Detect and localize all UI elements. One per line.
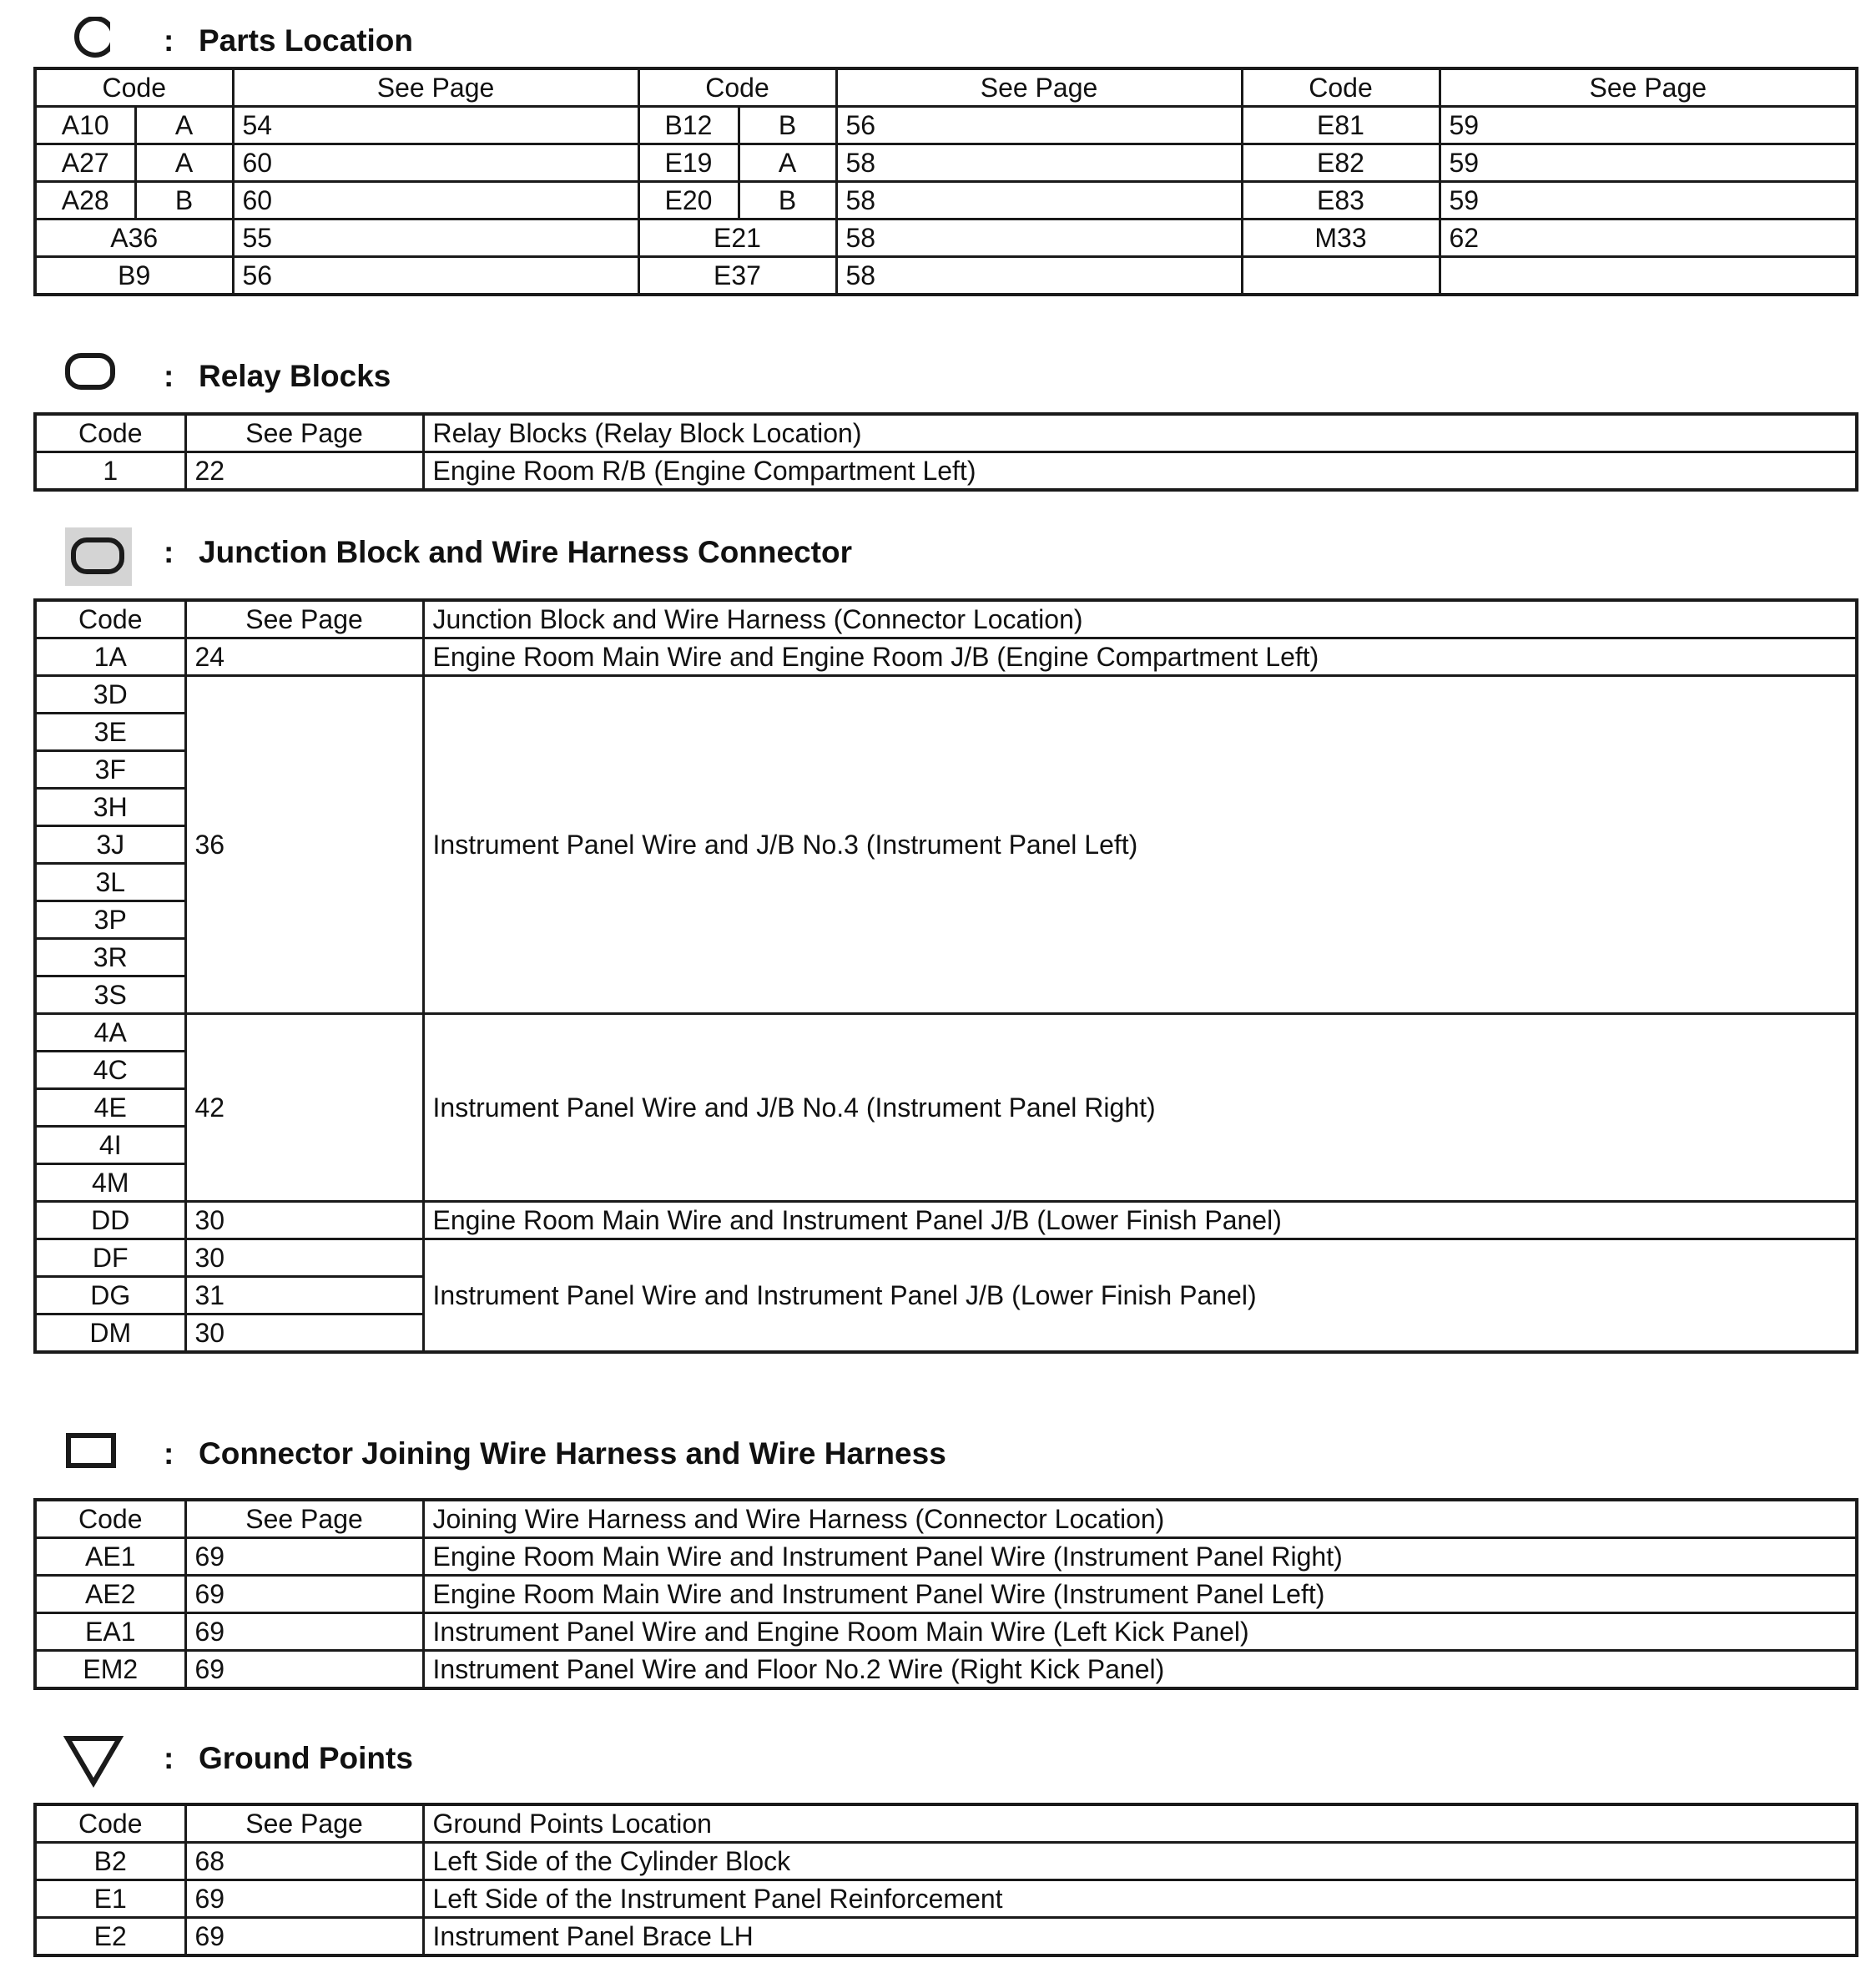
header-colon: :: [164, 359, 174, 393]
header-colon: :: [164, 1436, 174, 1471]
page-cell: 60: [233, 144, 638, 182]
code-cell: 1A: [35, 638, 185, 676]
col-header-description: Junction Block and Wire Harness (Connector Location): [423, 600, 1857, 638]
page-cell: 31: [185, 1277, 423, 1314]
col-header-code: Code: [35, 1500, 185, 1538]
code-cell: 3S: [35, 976, 185, 1014]
table-row: [35, 1880, 1857, 1918]
page-cell: 69: [185, 1880, 423, 1918]
page-cell: 54: [233, 107, 638, 144]
description-cell: Instrument Panel Wire and Engine Room Main Wire (Left Kick Panel): [423, 1613, 1857, 1651]
sub-cell: A: [739, 144, 836, 182]
col-header-see-page: See Page: [233, 68, 638, 107]
junction-block-table: [33, 598, 1858, 1354]
code-cell: M33: [1242, 219, 1440, 257]
description-cell: Engine Room Main Wire and Instrument Panel Wire (Instrument Panel Left): [423, 1576, 1857, 1613]
code-cell: AE2: [35, 1576, 185, 1613]
code-cell: 3R: [35, 939, 185, 976]
rounded-rect-icon: [60, 352, 119, 402]
page-cell: 30: [185, 1202, 423, 1239]
page-cell: 58: [836, 219, 1242, 257]
page-cell: 42: [185, 1014, 423, 1202]
section-title: Parts Location: [199, 23, 413, 58]
page-cell: 62: [1440, 219, 1857, 257]
circle-icon: [60, 17, 110, 67]
table-row: [35, 1651, 1857, 1689]
code-cell: A10: [35, 107, 135, 144]
code-cell: E20: [638, 182, 739, 219]
page-cell: 22: [185, 452, 423, 491]
page-cell: 59: [1440, 182, 1857, 219]
table-row: [35, 1918, 1857, 1956]
code-cell: 3F: [35, 751, 185, 789]
col-header-see-page: See Page: [185, 600, 423, 638]
table-header-row: [35, 414, 1857, 452]
code-cell: E1: [35, 1880, 185, 1918]
page-cell: 56: [233, 257, 638, 295]
page-cell: 55: [233, 219, 638, 257]
page-cell: 58: [836, 144, 1242, 182]
code-cell: A27: [35, 144, 135, 182]
relay-blocks-header: [60, 352, 1228, 411]
empty-cell: [1440, 257, 1857, 295]
code-cell: 3E: [35, 714, 185, 751]
empty-cell: [1242, 257, 1440, 295]
header-colon: :: [164, 535, 174, 569]
page-cell: 69: [185, 1651, 423, 1689]
col-header-see-page: See Page: [836, 68, 1242, 107]
code-cell: B12: [638, 107, 739, 144]
code-cell: EA1: [35, 1613, 185, 1651]
junction-block-header: [60, 528, 1228, 587]
code-cell: DD: [35, 1202, 185, 1239]
col-header-see-page: See Page: [185, 414, 423, 452]
col-header-code: Code: [35, 414, 185, 452]
code-cell: 3D: [35, 676, 185, 714]
section-title: Connector Joining Wire Harness and Wire Harness: [199, 1436, 946, 1471]
code-cell: B2: [35, 1843, 185, 1880]
code-cell: AE1: [35, 1538, 185, 1576]
table-row: [35, 1239, 1857, 1277]
code-cell: E81: [1242, 107, 1440, 144]
col-header-description: Ground Points Location: [423, 1804, 1857, 1843]
page-cell: 60: [233, 182, 638, 219]
page-cell: 58: [836, 182, 1242, 219]
description-cell: Instrument Panel Wire and Floor No.2 Wire (Right Kick Panel): [423, 1651, 1857, 1689]
sub-cell: A: [135, 107, 233, 144]
code-cell: 3J: [35, 826, 185, 864]
page-cell: 69: [185, 1538, 423, 1576]
code-cell: EM2: [35, 1651, 185, 1689]
connector-joining-table: [33, 1498, 1858, 1690]
description-cell: Instrument Panel Wire and J/B No.4 (Instrument Panel Right): [423, 1014, 1857, 1202]
col-header-code: Code: [1242, 68, 1440, 107]
ground-points-table: [33, 1803, 1858, 1957]
code-cell: 3H: [35, 789, 185, 826]
code-cell: A36: [35, 219, 233, 257]
col-header-code: Code: [35, 1804, 185, 1843]
page-cell: 69: [185, 1918, 423, 1956]
description-cell: Instrument Panel Wire and Instrument Panel J/B (Lower Finish Panel): [423, 1239, 1857, 1353]
code-cell: DM: [35, 1314, 185, 1353]
page-cell: 36: [185, 676, 423, 1014]
code-cell: 4A: [35, 1014, 185, 1052]
page-cell: 68: [185, 1843, 423, 1880]
sub-cell: A: [135, 144, 233, 182]
col-header-description: Relay Blocks (Relay Block Location): [423, 414, 1857, 452]
section-title: Ground Points: [199, 1741, 413, 1775]
sub-cell: B: [739, 107, 836, 144]
table-row: [35, 107, 1857, 144]
page-cell: 59: [1440, 144, 1857, 182]
table-row: [35, 638, 1857, 676]
parts-location-table: [33, 67, 1858, 296]
relay-blocks-table: [33, 412, 1858, 492]
code-cell: E82: [1242, 144, 1440, 182]
code-cell: E19: [638, 144, 739, 182]
description-cell: Engine Room Main Wire and Instrument Panel J/B (Lower Finish Panel): [423, 1202, 1857, 1239]
header-colon: :: [164, 23, 174, 58]
code-cell: DG: [35, 1277, 185, 1314]
description-cell: Engine Room Main Wire and Engine Room J/B (Engine Compartment Left): [423, 638, 1857, 676]
connector-joining-header: [60, 1430, 1228, 1488]
page-cell: 30: [185, 1314, 423, 1353]
page-cell: 59: [1440, 107, 1857, 144]
description-cell: Left Side of the Instrument Panel Reinforcement: [423, 1880, 1857, 1918]
table-row: [35, 676, 1857, 714]
page-cell: 58: [836, 257, 1242, 295]
header-colon: :: [164, 1741, 174, 1775]
table-row: [35, 452, 1857, 491]
code-cell: 4I: [35, 1127, 185, 1164]
sub-cell: B: [739, 182, 836, 219]
code-cell: 1: [35, 452, 185, 491]
section-title: Relay Blocks: [199, 359, 391, 393]
col-header-description: Joining Wire Harness and Wire Harness (Connector Location): [423, 1500, 1857, 1538]
page-cell: 69: [185, 1613, 423, 1651]
code-cell: 4M: [35, 1164, 185, 1202]
table-row: [35, 257, 1857, 295]
table-row: [35, 144, 1857, 182]
code-cell: E21: [638, 219, 836, 257]
table-header-row: [35, 600, 1857, 638]
table-header-row: [35, 1804, 1857, 1843]
table-row: [35, 219, 1857, 257]
col-header-see-page: See Page: [1440, 68, 1857, 107]
col-header-see-page: See Page: [185, 1804, 423, 1843]
rounded-rect-shaded-icon: [65, 527, 140, 594]
table-row: [35, 1014, 1857, 1052]
section-title: Junction Block and Wire Harness Connector: [199, 535, 852, 569]
code-cell: E2: [35, 1918, 185, 1956]
sub-cell: B: [135, 182, 233, 219]
ground-points-header: [60, 1734, 1228, 1793]
code-cell: 4E: [35, 1089, 185, 1127]
col-header-code: Code: [35, 600, 185, 638]
page-cell: 69: [185, 1576, 423, 1613]
description-cell: Engine Room Main Wire and Instrument Panel Wire (Instrument Panel Right): [423, 1538, 1857, 1576]
col-header-see-page: See Page: [185, 1500, 423, 1538]
page-cell: 56: [836, 107, 1242, 144]
table-row: [35, 182, 1857, 219]
table-row: [35, 1613, 1857, 1651]
table-header-row: [35, 1500, 1857, 1538]
description-cell: Instrument Panel Wire and J/B No.3 (Instrument Panel Left): [423, 676, 1857, 1014]
code-cell: E83: [1242, 182, 1440, 219]
description-cell: Left Side of the Cylinder Block: [423, 1843, 1857, 1880]
table-row: [35, 1843, 1857, 1880]
code-cell: A28: [35, 182, 135, 219]
code-cell: B9: [35, 257, 233, 295]
page-cell: 24: [185, 638, 423, 676]
triangle-down-icon: [60, 1734, 127, 1793]
code-cell: 3P: [35, 901, 185, 939]
table-row: [35, 1202, 1857, 1239]
code-cell: 3L: [35, 864, 185, 901]
col-header-code: Code: [638, 68, 836, 107]
code-cell: 4C: [35, 1052, 185, 1089]
description-cell: Instrument Panel Brace LH: [423, 1918, 1857, 1956]
page-cell: 30: [185, 1239, 423, 1277]
table-row: [35, 1576, 1857, 1613]
table-row: [35, 1538, 1857, 1576]
col-header-code: Code: [35, 68, 233, 107]
code-cell: DF: [35, 1239, 185, 1277]
square-icon: [60, 1430, 119, 1480]
description-cell: Engine Room R/B (Engine Compartment Left): [423, 452, 1857, 491]
table-header-row: [35, 68, 1857, 107]
code-cell: E37: [638, 257, 836, 295]
